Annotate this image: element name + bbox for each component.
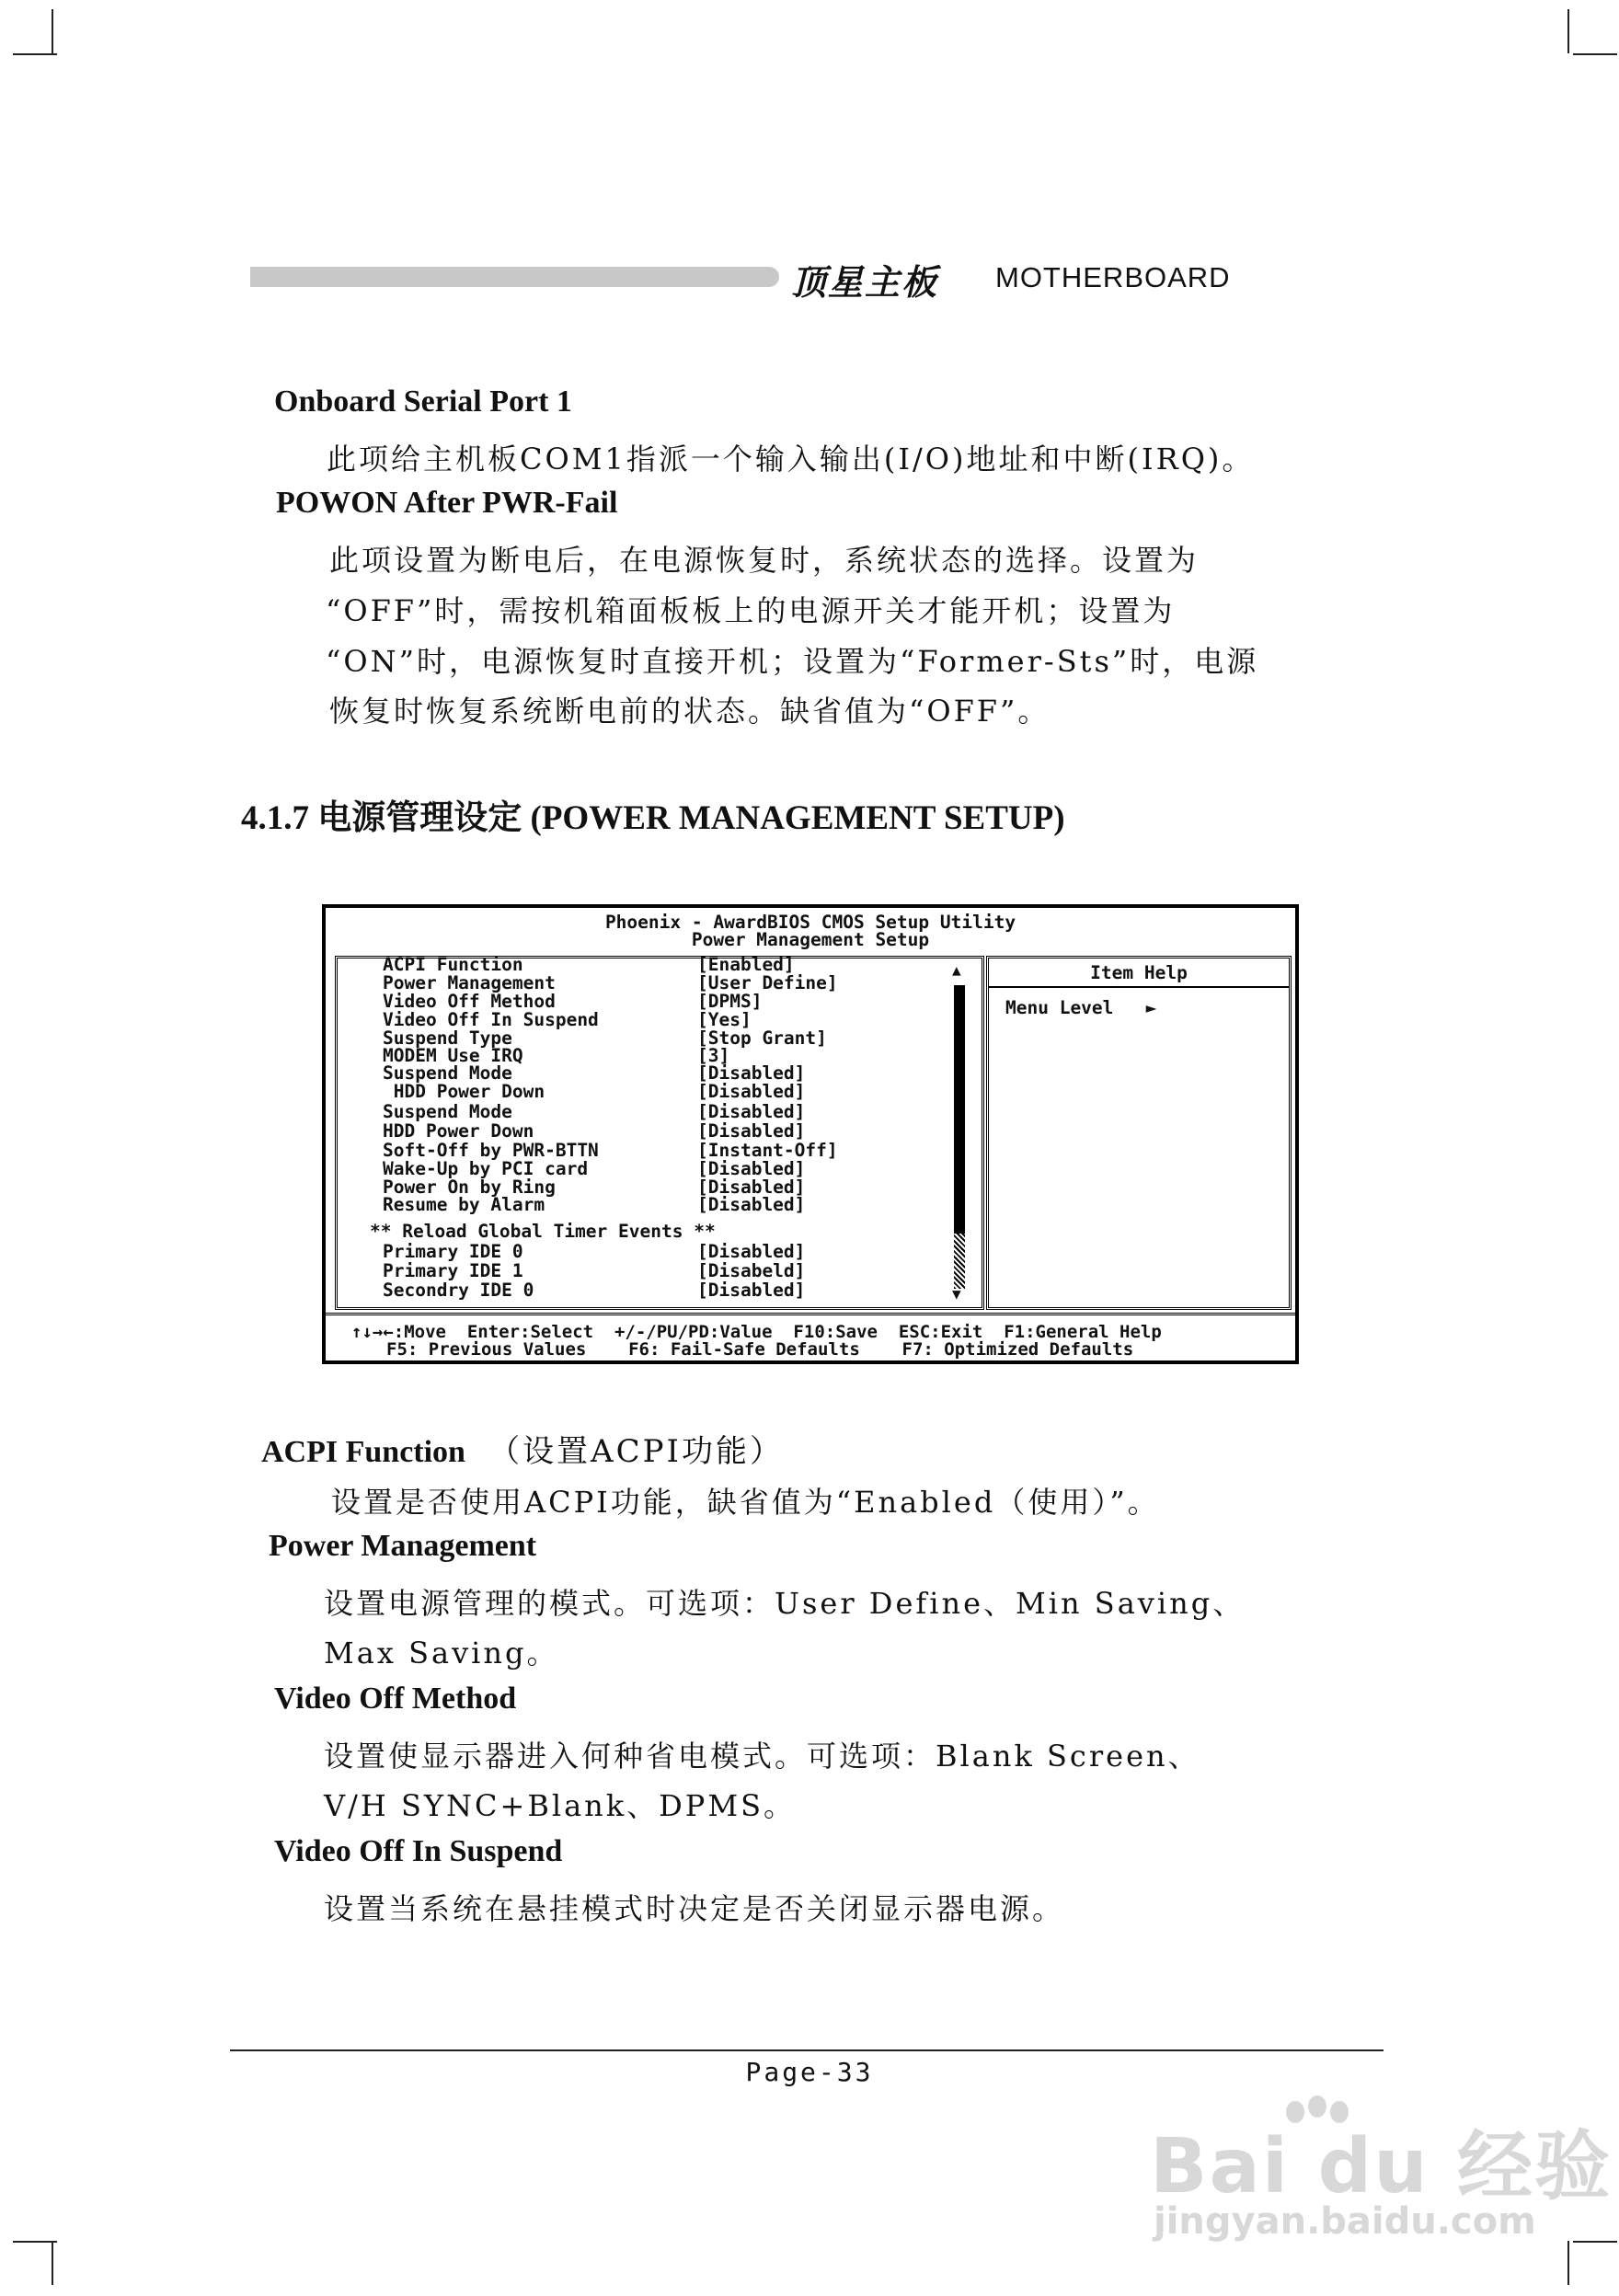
bios-subtitle: Power Management Setup [691,929,930,950]
bios-item-value[interactable]: [Disabled] [697,1177,806,1198]
paragraph-line: 设置当系统在悬挂模式时决定是否关闭显示器电源。 [324,1891,1065,1926]
help-separator [989,986,1289,988]
bios-item-value[interactable]: [Yes] [697,1009,752,1030]
crop-mark [13,2241,57,2243]
bios-item-value[interactable]: [User Define] [697,972,838,993]
scroll-down-arrow-icon[interactable]: ▼ [952,1285,961,1303]
menu-level: Menu Level ► [1005,997,1157,1018]
crop-mark [1567,2241,1569,2285]
paragraph-line: 设置使显示器进入何种省电模式。可选项：Blank Screen、 [324,1739,1200,1774]
bios-item-label[interactable]: HDD Power Down [383,1081,545,1102]
crop-mark [1573,2241,1617,2243]
bios-item-value[interactable]: [3] [697,1045,730,1066]
paragraph-line: “OFF”时，需按机箱面板板上的电源开关才能开机；设置为 [326,593,1176,628]
paragraph-line: 设置电源管理的模式。可选项：User Define、Min Saving、 [324,1586,1246,1621]
bios-title: Phoenix - AwardBIOS CMOS Setup Utility [604,912,1016,933]
bios-item-label[interactable]: MODEM Use IRQ [383,1045,523,1066]
bios-item-value[interactable]: [Disabeld] [697,1260,806,1281]
bios-item-label[interactable]: Power Management [383,972,556,993]
bios-item-label[interactable]: Suspend Type [383,1027,512,1049]
scroll-thumb[interactable] [954,985,965,1234]
paragraph-line: “ON”时，电源恢复时直接开机；设置为“Former-Sts”时，电源 [326,644,1259,679]
bios-scrollbar[interactable] [952,961,965,1303]
bios-item-value[interactable]: [DPMS] [697,991,763,1012]
bios-help-panel [986,956,1292,1310]
heading-video-off-in-suspend: Video Off In Suspend [274,1834,563,1868]
heading-acpi-function: ACPI Function （设置ACPI功能） [261,1433,784,1470]
heading-video-off-method: Video Off Method [274,1682,517,1716]
bios-item-label[interactable]: Suspend Mode [383,1062,512,1084]
heading-power-management: Power Management [269,1529,537,1563]
bios-item-label[interactable]: HDD Power Down [383,1120,534,1142]
bios-item-value[interactable]: [Instant-Off] [697,1140,838,1161]
bios-screen [322,904,1299,1364]
scroll-track-rest [954,1234,965,1289]
paragraph-line: 恢复时恢复系统断电前的状态。缺省值为“OFF”。 [329,694,1051,729]
page-number: Page-33 [745,2057,874,2087]
bios-item-label[interactable]: Power On by Ring [383,1177,556,1198]
brand-logo-cn: 顶星主板 [791,262,939,303]
bios-item-value[interactable]: [Disabled] [697,1120,806,1142]
bios-item-value[interactable]: [Stop Grant] [697,1027,827,1049]
bios-item-label[interactable]: Secondry IDE 0 [383,1280,534,1301]
paragraph-line: 此项设置为断电后，在电源恢复时，系统状态的选择。设置为 [329,543,1200,578]
paragraph-line: V/H SYNC+Blank、DPMS。 [324,1788,797,1823]
bios-section-label: ** Reload Global Timer Events ** [370,1221,716,1242]
watermark-url: jingyan.baidu.com [1154,2200,1536,2243]
section-title: 4.1.7 电源管理设定 (POWER MANAGEMENT SETUP) [241,799,1065,837]
header-bar [250,267,779,287]
bios-item-label[interactable]: Primary IDE 0 [383,1241,523,1262]
bios-item-label[interactable]: Wake-Up by PCI card [383,1158,589,1179]
bios-item-label[interactable]: Suspend Mode [383,1101,512,1122]
bios-item-value[interactable]: [Disabled] [697,1194,806,1215]
bios-key-help: ↑↓→←:Move Enter:Select +/-/PU/PD:Value F10:Save ESC:Exit F1:General Help [351,1322,1162,1342]
bios-item-label[interactable]: Video Off Method [383,991,556,1012]
bios-item-value[interactable]: [Disabled] [697,1101,806,1122]
crop-mark [52,2241,53,2285]
bios-item-value[interactable]: [Disabled] [697,1241,806,1262]
crop-mark [13,53,57,55]
paragraph-line: Max Saving。 [324,1636,559,1670]
watermark-text: Bai du 经验 [1150,2123,1613,2210]
heading-onboard-serial-port: Onboard Serial Port 1 [274,385,572,419]
bios-item-value[interactable]: [Disabled] [697,1062,806,1084]
brand-logo-en: MOTHERBOARD [995,261,1231,293]
bios-item-label[interactable]: Resume by Alarm [383,1194,545,1215]
bios-item-label[interactable]: Soft-Off by PWR-BTTN [383,1140,599,1161]
paragraph-line: 设置是否使用ACPI功能，缺省值为“Enabled（使用）”。 [331,1485,1160,1520]
bios-item-value[interactable]: [Enabled] [697,954,795,975]
bios-item-value[interactable]: [Disabled] [697,1158,806,1179]
bios-footer-separator [326,1313,1295,1318]
bios-item-value[interactable]: [Disabled] [697,1280,806,1301]
bios-key-help-defaults: F5: Previous Values F6: Fail-Safe Defaults F7: Optimized Defaults [386,1339,1134,1360]
crop-mark [1567,9,1569,53]
crop-mark [52,9,53,53]
bios-item-value[interactable]: [Disabled] [697,1081,806,1102]
bios-item-label[interactable]: Video Off In Suspend [383,1009,599,1030]
footer-rule [230,2049,1384,2051]
crop-mark [1573,53,1617,55]
item-help-title: Item Help [1090,962,1188,983]
scroll-up-arrow-icon[interactable]: ▲ [952,961,961,979]
heading-powon-after-pwr-fail: POWON After PWR-Fail [276,486,618,520]
bios-item-label[interactable]: ACPI Function [383,954,523,975]
bios-item-label[interactable]: Primary IDE 1 [383,1260,523,1281]
paragraph-line: 此项给主机板COM1指派一个输入输出(I/O)地址和中断(IRQ)。 [327,442,1255,476]
